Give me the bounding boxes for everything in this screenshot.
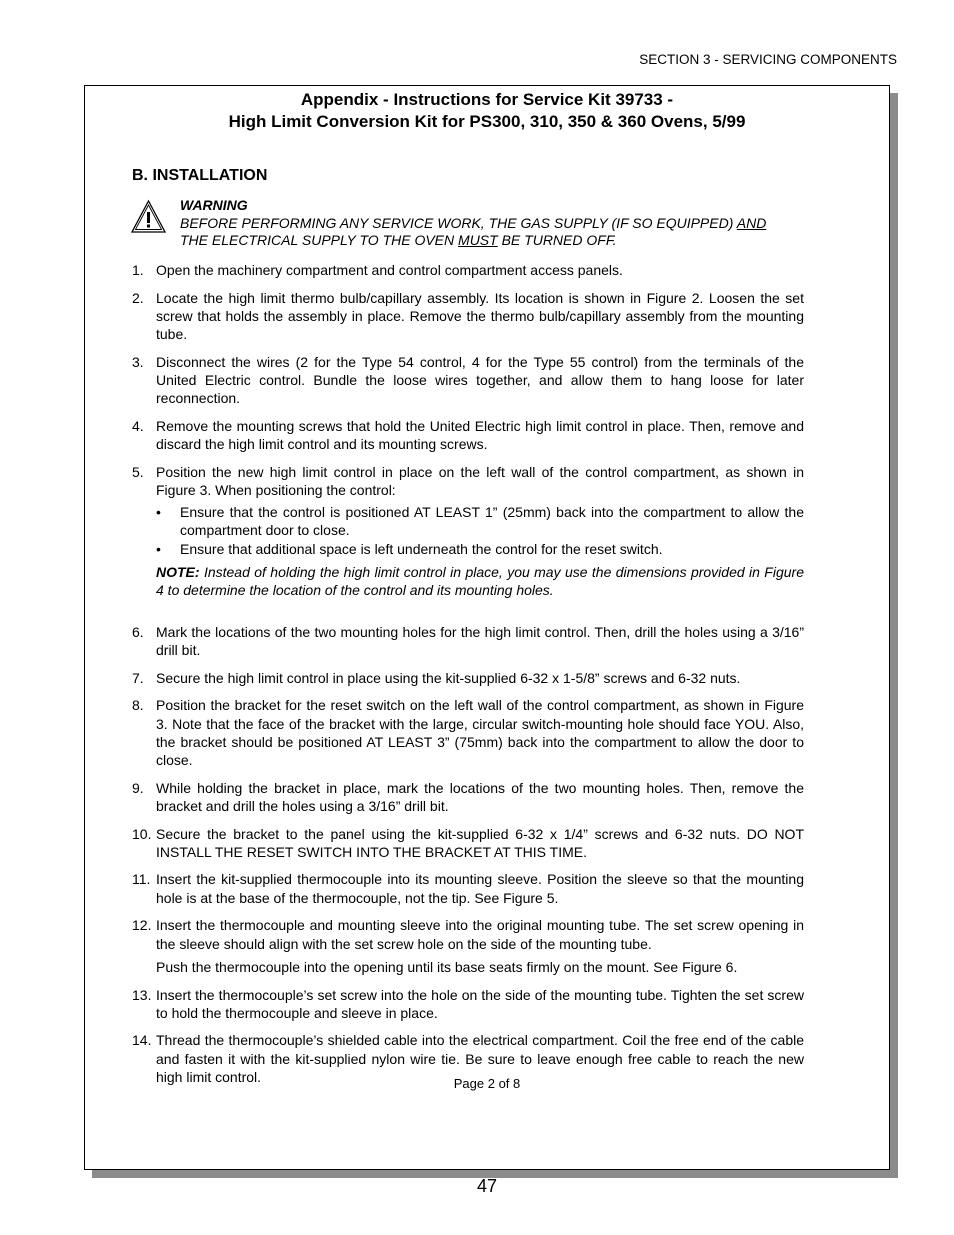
step-13 (132, 986, 804, 1022)
page-number: 47 (476, 1176, 498, 1196)
step-number: 3. (132, 353, 144, 370)
step-text: Open the machinery compartment and control compartment access panels. (156, 262, 623, 278)
step-number: 7. (132, 669, 144, 686)
step-text: Position the bracket for the reset switch on the left wall of the control compartment, as shown in Figure 3. Note that the face of the bracket with the large, circular switch-mounting hole should face YOU. Also, the bracket should be positioned AT LEAST 3” (75mm) back into the compartment to allow the door to close. (156, 697, 804, 768)
step-text: Remove the mounting screws that hold the United Electric high limit control in place. Then, remove and discard the high limit control and its mounting screws. (156, 417, 804, 453)
bullet-dot: • (156, 504, 161, 521)
step-12 (132, 916, 804, 976)
step-5 (132, 463, 804, 613)
warning-text-1: BEFORE PERFORMING ANY SERVICE WORK, THE GAS SUPPLY (IF SO EQUIPPED) (180, 214, 737, 231)
step-7 (132, 669, 804, 687)
installation-steps (132, 261, 804, 1096)
step-number: 12. (132, 917, 152, 934)
step-4 (132, 417, 804, 453)
section-header: SECTION 3 - SERVICING COMPONENTS (639, 52, 897, 67)
step-number: 13. (132, 986, 152, 1003)
step-text: While holding the bracket in place, mark the locations of the two mounting holes. Then, remove the bracket and drill the holes using a 3/16” drill bit. (156, 779, 804, 814)
step-number: 14. (132, 1032, 152, 1049)
step-9 (132, 779, 804, 815)
bullet-text: Ensure that the control is positioned AT LEAST 1” (25mm) back into the compartment to allow the compartment door to close. (180, 504, 804, 539)
section-heading: B. INSTALLATION (132, 167, 268, 184)
step-2 (132, 289, 804, 344)
step-number: 1. (132, 262, 144, 278)
bullet-dot: • (156, 540, 161, 557)
appendix-title-line2: High Limit Conversion Kit for PS300, 310, 350 & 360 Ovens, 5/99 (228, 112, 746, 131)
warning-block (180, 197, 805, 250)
step-1 (132, 261, 804, 279)
step-6 (132, 623, 804, 659)
note-label: NOTE: (156, 563, 200, 580)
bullet-item (156, 503, 804, 539)
warning-line-1 (180, 215, 805, 233)
step-text: Mark the locations of the two mounting holes for the high limit control. Then, drill the holes using a 3/16” drill bit. (156, 623, 804, 658)
note-text: Instead of holding the high limit control in place, you may use the dimensions provided in Figure 4 to determine the location of the control and its mounting holes. (156, 563, 804, 599)
step-text: Secure the bracket to the panel using the kit-supplied 6-32 x 1/4” screws and 6-32 nuts. DO NOT INSTALL THE RESET SWITCH INTO THE BRACKET AT THIS TIME. (156, 825, 804, 860)
bullet-item (156, 540, 804, 558)
step-number: 6. (132, 623, 144, 640)
step-text: Secure the high limit control in place using the kit-supplied 6-32 x 1-5/8” screws and 6-32 nuts. (156, 669, 741, 686)
step-3 (132, 353, 804, 408)
step-8 (132, 696, 804, 769)
step-number: 9. (132, 779, 144, 796)
step-number: 10. (132, 825, 152, 842)
step-10 (132, 825, 804, 861)
bullet-text: Ensure that additional space is left underneath the control for the reset switch. (180, 540, 663, 557)
step-text: Insert the thermocouple and mounting sleeve into the original mounting tube. The set screw opening in the sleeve should align with the set screw hole on the side of the mounting tube. (156, 917, 804, 952)
step-text: Locate the high limit thermo bulb/capillary assembly. Its location is shown in Figure 2. Loosen the set screw that holds the assembly in place. Remove the thermo bulb/capillary assembly from the mounting tube. (156, 289, 804, 343)
step-text: Insert the thermocouple’s set screw into the hole on the side of the mounting tube. Tighten the set screw to hold the thermocouple and sleeve in place. (156, 986, 804, 1021)
warning-triangle-icon (130, 199, 167, 234)
step-text: Insert the kit-supplied thermocouple into its mounting sleeve. Position the sleeve so that the mounting hole is at the base of the thermocouple, not the tip. See Figure 5. (156, 871, 804, 906)
step5-note (156, 563, 804, 599)
step-text: Disconnect the wires (2 for the Type 54 control, 4 for the Type 55 control) from the terminals of the United Electric control. Bundle the loose wires together, and allow them to hang loose for later reconnection. (156, 353, 804, 407)
step-11 (132, 870, 804, 906)
step-text: Thread the thermocouple’s shielded cable into the electrical compartment. Coil the free end of the cable and fasten it with the kit-supplied nylon wire tie. Be sure to leave enough free cable to reach the new high limit control. (156, 1032, 804, 1085)
step-number: 4. (132, 417, 144, 434)
warning-text-3: BE TURNED OFF. (497, 232, 617, 248)
step-text-continued: Push the thermocouple into the opening until its base seats firmly on the mount. See Figure 6. (156, 958, 738, 975)
warning-line-2 (180, 232, 805, 250)
step-number: 8. (132, 697, 144, 714)
page-of-indicator: Page 2 of 8 (453, 1076, 521, 1091)
step-text: Position the new high limit control in place on the left wall of the control compartment, as shown in Figure 3. When positioning the control: (156, 463, 804, 499)
warning-text-2: THE ELECTRICAL SUPPLY TO THE OVEN (180, 232, 459, 248)
step-number: 11. (132, 871, 151, 888)
step-number: 5. (132, 463, 144, 480)
warning-must: MUST (458, 232, 498, 248)
warning-and: AND (736, 214, 767, 231)
step-number: 2. (132, 289, 144, 306)
warning-title: WARNING (180, 197, 248, 213)
appendix-title-line1: Appendix - Instructions for Service Kit 39733 - (300, 90, 674, 109)
step5-bullet-list (156, 503, 804, 558)
